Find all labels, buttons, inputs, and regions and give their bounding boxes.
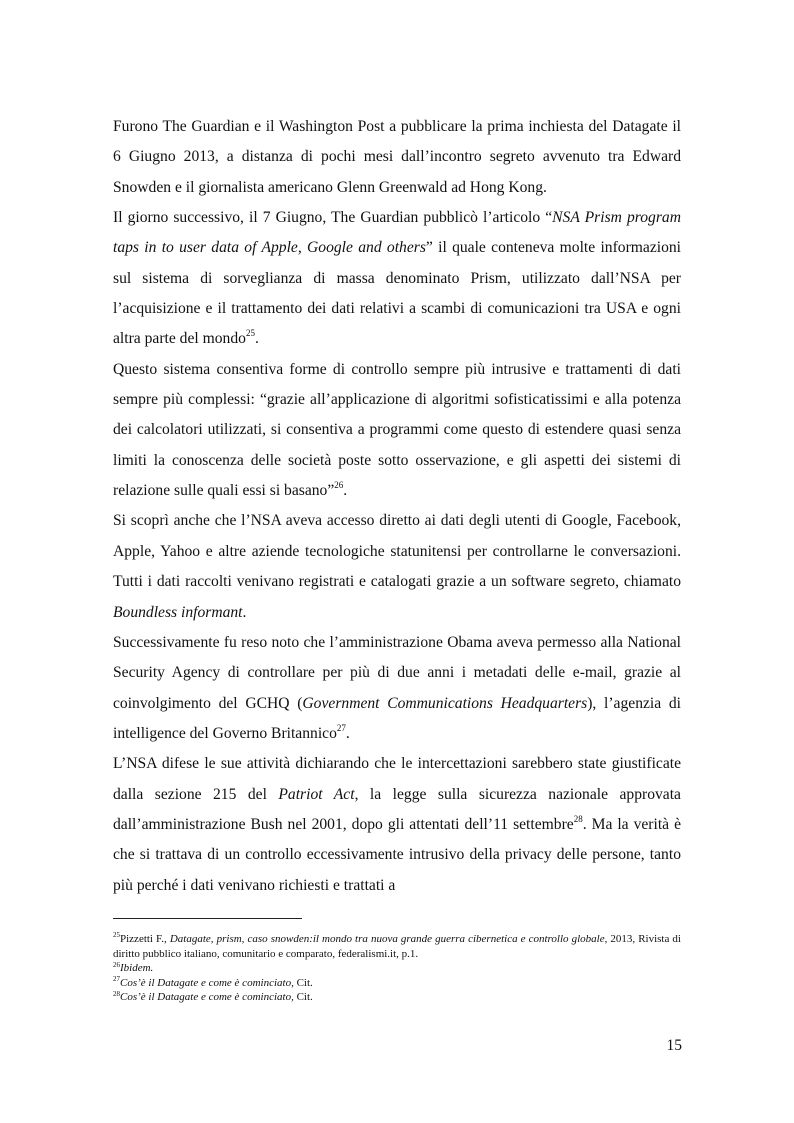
text-run: . (254, 330, 259, 348)
italic-text: Patriot Act (278, 785, 355, 803)
footnote-ref: 27 (336, 722, 346, 733)
footnote-ref: 28 (113, 989, 120, 998)
footnote-ref: 26 (334, 479, 344, 490)
paragraph (113, 112, 681, 203)
text-run: ” il quale conteneva molte informazioni sul sistema di sorveglianza di massa denominato Prism, utilizzato dall’NSA per l’acquisizione e il trattamento dei dati relativi a scambi di comunicazioni tra USA e ogni altra parte del mondo (113, 239, 681, 348)
text-run: Il giorno successivo, il 7 Giugno, The Guardian pubblicò l’articolo “ (113, 209, 553, 227)
footnote-ref: 25 (113, 931, 120, 940)
footnote (113, 990, 681, 1005)
text-run: . (343, 482, 348, 500)
text-run: , la legge sulla sicurezza nazionale approvata dall’amministrazione Bush nel 2001, dopo gli attentati dell’11 settembre (113, 785, 681, 833)
italic-text: Government Communications Headquarters (302, 694, 588, 712)
text-run: Pizzetti F., (120, 933, 170, 945)
footnote (113, 932, 681, 961)
footnote (113, 961, 681, 976)
italic-text: Boundless informant (113, 603, 243, 621)
italic-text: Cos’è il Datagate e come è cominciato, (120, 991, 294, 1004)
text-run: . Ma la verità è che si trattava di un controllo eccessivamente intrusivo della privacy delle persone, tanto più perché i dati venivano richiesti e trattati a (113, 815, 681, 894)
body-text (113, 112, 681, 901)
italic-text: Ibidem. (120, 962, 154, 975)
footnote-ref: 25 (245, 328, 255, 339)
footnote-ref: 28 (573, 813, 583, 824)
paragraph (113, 203, 681, 355)
text-run: Questo sistema consentiva forme di controllo sempre più intrusive e trattamenti di dati sempre più complessi: “grazie all’applicazione di algoritmi sofisticatissimi e alla potenza dei calcolatori utilizzati, si consentiva a programmi come questo di estendere quasi senza limiti la conoscenza delle società poste sotto osservazione, e gli aspetti dei sistemi di relazione sulle quali essi si basano” (113, 360, 681, 500)
italic-text: NSA Prism program taps in to user data of Apple, Google and others (113, 209, 681, 257)
footnote-ref: 26 (113, 960, 120, 969)
text-run: Successivamente fu reso noto che l’amministrazione Obama aveva permesso alla National Security Agency di controllare per più di due anni i metadati delle e-mail, grazie al coinvolgimento del GCHQ ( (113, 633, 681, 712)
footnote (113, 976, 681, 991)
text-run: Cit. (293, 976, 313, 989)
italic-text: Cos’è il Datagate e come è cominciato, (120, 976, 294, 989)
paragraph (113, 628, 681, 749)
text-run: ), l’agenzia di intelligence del Governo Britannico (113, 694, 681, 742)
page-number: 15 (666, 1037, 682, 1054)
footnote-separator (113, 918, 302, 919)
paragraph (113, 749, 681, 901)
text-run: Furono The Guardian e il Washington Post a pubblicare la prima inchiesta del Datagate il 6 Giugno 2013, a distanza di pochi mesi dall’incontro segreto avvenuto tra Edward Snowden e il giornalista americano Glenn Greenwald ad Hong Kong. (113, 118, 681, 196)
paragraph (113, 506, 681, 627)
footnotes (113, 932, 681, 1005)
text-run: . (345, 724, 350, 742)
text-run: Si scoprì anche che l’NSA aveva accesso diretto ai dati degli utenti di Google, Facebook, Apple, Yahoo e altre aziende tecnologiche statunitensi per controllarne le conversazioni. Tutti i dati raccolti venivano registrati e catalogati grazie a un software segreto, chiamato (113, 512, 681, 591)
text-run: . (242, 603, 247, 621)
paragraph (113, 355, 681, 507)
italic-text: Datagate, prism, caso snowden:il mondo tra nuova grande guerra cibernetica e controllo globale (169, 933, 605, 945)
text-run: L’NSA difese le sue attività dichiarando che le intercettazioni sarebbero state giustificate dalla sezione 215 del (113, 755, 681, 803)
text-run: , 2013, Rivista di diritto pubblico italiano, comunitario e comparato, federalismi.it, p.1. (113, 933, 681, 960)
footnote-ref: 27 (113, 975, 120, 984)
text-run: Cit. (293, 991, 313, 1004)
